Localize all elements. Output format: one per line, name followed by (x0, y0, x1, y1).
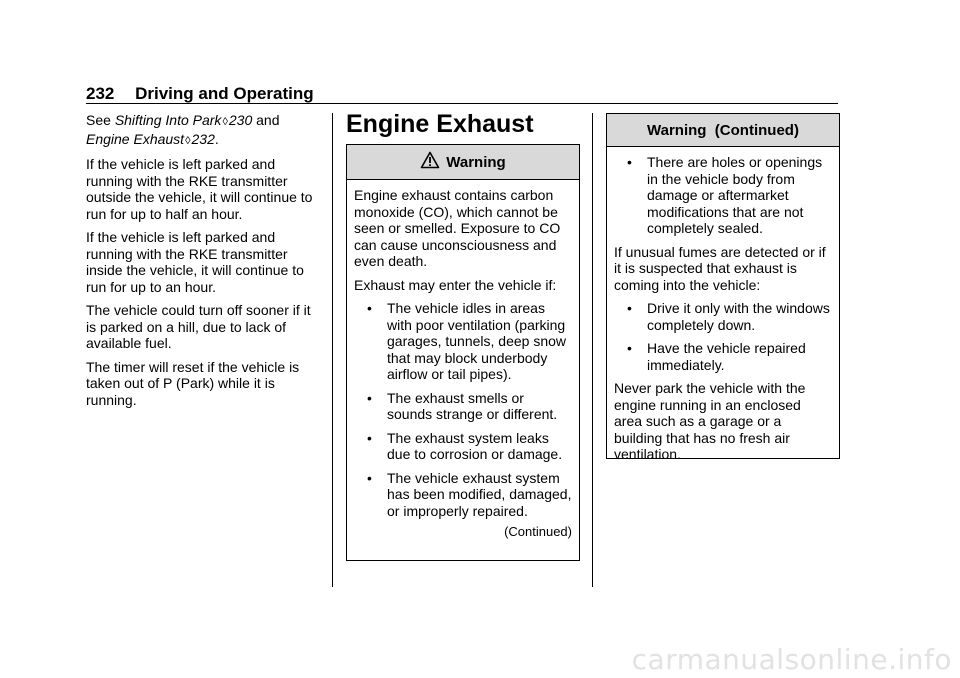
bullet-item: • The exhaust system leaks due to corrosion or damage. (354, 430, 572, 463)
warning-paragraph: Never park the vehicle with the engine running in an enclosed area such as a garage or a building that has no fresh air ventilation. (614, 380, 806, 462)
warning-box (346, 144, 580, 561)
warning-bullet-list (354, 300, 572, 519)
paragraph-rke-outside: If the vehicle is left parked and running with the RKE transmitter outside the vehicle, it will continue to run for up to half an hour. (86, 156, 313, 222)
column-left (86, 112, 322, 415)
warning-bullet-list (614, 154, 832, 237)
warning-paragraph: Exhaust may enter the vehicle if: (354, 276, 557, 293)
bullet-item: • The exhaust smells or sounds strange or different. (354, 390, 572, 423)
page-ref-icon: ◊ (185, 134, 191, 147)
warning-paragraph: If unusual fumes are detected or if it is suspected that exhaust is coming into the vehicle: (614, 243, 826, 293)
warning-header (347, 145, 579, 180)
warning-paragraph: Engine exhaust contains carbon monoxide (CO), which cannot be seen or smelled. Exposure to CO can cause unconsciousness and even death. (354, 187, 561, 269)
column-divider-left (332, 113, 333, 587)
warning-triangle-icon (420, 151, 440, 173)
watermark-logo: carmanualsonline.info (631, 643, 952, 676)
column-divider-right (592, 113, 593, 587)
continued-label: (Continued) (504, 524, 572, 539)
page-header (86, 84, 314, 104)
bullet-item: • Have the vehicle repaired immediately. (614, 340, 832, 373)
bullet-item: • Drive it only with the windows completely down. (614, 300, 832, 333)
paragraph-hill: The vehicle could turn off sooner if it is parked on a hill, due to lack of available fuel. (86, 302, 311, 351)
warning-heading: Warning (Continued) (647, 121, 799, 139)
warning-body (607, 147, 839, 474)
ref-link-shifting-into-park[interactable]: Shifting Into Park (114, 112, 222, 128)
page-ref-icon: ◊ (222, 116, 228, 128)
warning-body (347, 180, 579, 545)
bullet-item: • The vehicle idles in areas with poor ventilation (parking garages, tunnels, deep snow that may block underbody airflow or tail pipes). (354, 300, 572, 383)
warning-box-continued (606, 113, 840, 462)
header-rule (86, 103, 838, 104)
paragraph-timer-reset: The timer will reset if the vehicle is taken out of P (Park) while it is running. (86, 358, 300, 408)
page-number: 232 (86, 84, 115, 103)
bullet-item: • There are holes or openings in the vehicle body from damage or aftermarket modifications that are not completely sealed. (614, 154, 832, 237)
ref-page-230[interactable]: 230 (228, 112, 253, 128)
section-title: Engine Exhaust (346, 110, 534, 138)
ref-link-engine-exhaust[interactable]: Engine Exhaust (86, 130, 185, 147)
warning-heading: Warning (446, 153, 506, 171)
section-heading: Driving and Operating (135, 84, 314, 103)
bullet-item: • The vehicle exhaust system has been modified, damaged, or improperly repaired. (354, 470, 572, 520)
cross-reference-paragraph: See Shifting Into Park◊230 and Engine Exhaust◊232. (86, 112, 280, 147)
ref-page-232[interactable]: 232 (191, 130, 215, 147)
paragraph-rke-inside: If the vehicle is left parked and running with the RKE transmitter inside the vehicle, it will continue to run for up to an hour. (86, 229, 304, 295)
warning-bullet-list (614, 300, 832, 373)
warning-header (607, 114, 839, 147)
